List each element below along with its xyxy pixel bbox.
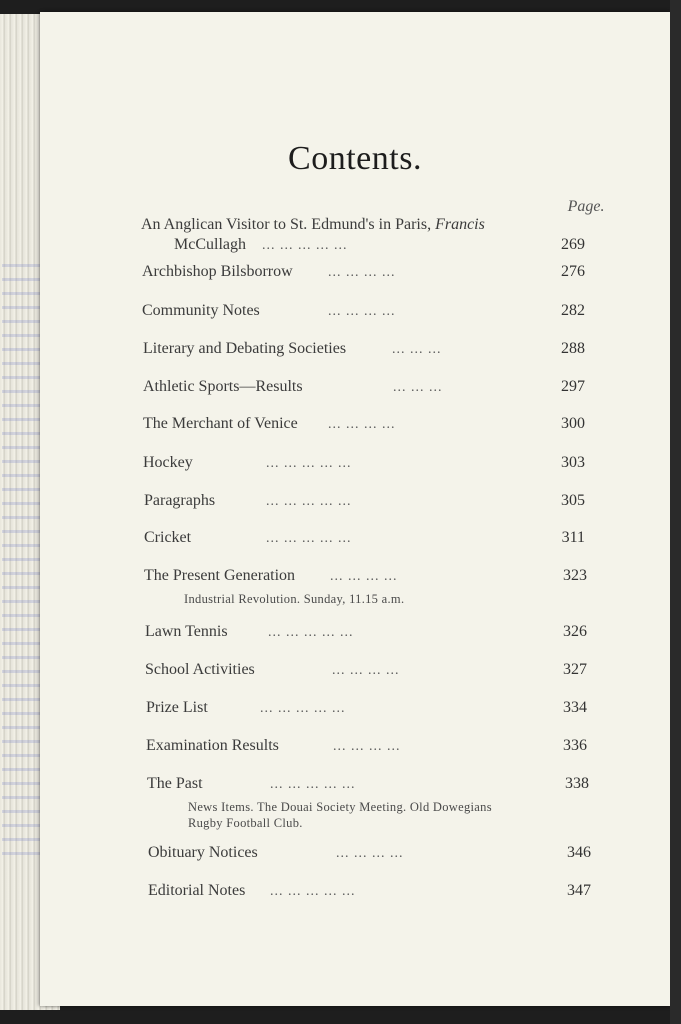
entry-page-number: 282 [561, 302, 585, 319]
entry-subtitle-continued: Rugby Football Club. [188, 816, 303, 830]
entry-page-number: 327 [563, 661, 587, 678]
entry-title: School Activities [145, 661, 255, 678]
book-spine-shadow [670, 0, 681, 1024]
entry-page-number: 323 [563, 567, 587, 584]
entry-page-number: 338 [565, 775, 589, 792]
entry-page-number: 297 [561, 378, 585, 395]
entry-page-number: 334 [563, 699, 587, 716]
entry-page-number: 276 [561, 263, 585, 280]
dot-leader: ... ... ... ... ... [270, 777, 356, 792]
dot-leader: ... ... ... ... [336, 846, 404, 861]
entry-author: Francis [435, 216, 485, 233]
entry-title: Community Notes [142, 302, 260, 319]
entry-title: Archbishop Bilsborrow [142, 263, 293, 280]
entry-title: Athletic Sports—Results [143, 378, 303, 395]
dot-leader: ... ... ... ... [333, 739, 401, 754]
entry-page-number: 305 [561, 492, 585, 509]
entry-page-number: 347 [567, 882, 591, 899]
dot-leader: ... ... ... ... ... [262, 238, 348, 253]
entry-title: Prize List [146, 699, 208, 716]
entry-page-number: 311 [561, 529, 585, 546]
entry-title: Lawn Tennis [145, 623, 228, 640]
dot-leader: ... ... ... [393, 380, 443, 395]
dot-leader: ... ... ... ... ... [260, 701, 346, 716]
entry-page-number: 303 [561, 454, 585, 471]
entry-title: Cricket [144, 529, 192, 546]
dot-leader: ... ... ... ... [332, 663, 400, 678]
entry-title: The Merchant of Venice [143, 415, 298, 432]
dot-leader: ... ... ... ... ... [268, 625, 354, 640]
entry-page-number: 346 [567, 844, 591, 861]
dot-leader: ... ... ... [392, 342, 442, 357]
entry-page-number: 288 [561, 340, 585, 357]
dot-leader: ... ... ... ... [330, 569, 398, 584]
entry-title-continued: McCullagh [174, 236, 246, 253]
entry-title: Editorial Notes [148, 882, 246, 899]
dot-leader: ... ... ... ... [328, 417, 396, 432]
entry-page-number: 269 [561, 236, 585, 253]
entry-page-number: 326 [563, 623, 587, 640]
dot-leader: ... ... ... ... ... [266, 531, 352, 546]
page-title: Contents. [288, 140, 422, 177]
entry-subtitle: News Items. The Douai Society Meeting. Old Dowegians [188, 800, 492, 814]
contents-page [40, 12, 670, 1006]
entry-title: Paragraphs [144, 492, 216, 509]
dot-leader: ... ... ... ... ... [266, 494, 352, 509]
entry-title: Obituary Notices [148, 844, 258, 861]
dot-leader: ... ... ... ... ... [266, 456, 352, 471]
entry-title: The Present Generation [144, 567, 296, 584]
dot-leader: ... ... ... ... ... [270, 884, 356, 899]
entry-title: Literary and Debating Societies [143, 340, 347, 357]
entry-page-number: 300 [561, 415, 585, 432]
dot-leader: ... ... ... ... [328, 304, 396, 319]
entry-title: The Past [147, 775, 203, 792]
entry-title: An Anglican Visitor to St. Edmund's in Paris, [141, 216, 432, 233]
entry-title: Hockey [143, 454, 193, 471]
entry-page-number: 336 [563, 737, 587, 754]
entry-title: Examination Results [146, 737, 279, 754]
page-column-header: Page. [567, 198, 605, 215]
entry-subtitle: Industrial Revolution. Sunday, 11.15 a.m. [184, 592, 405, 606]
dot-leader: ... ... ... ... [328, 265, 396, 280]
